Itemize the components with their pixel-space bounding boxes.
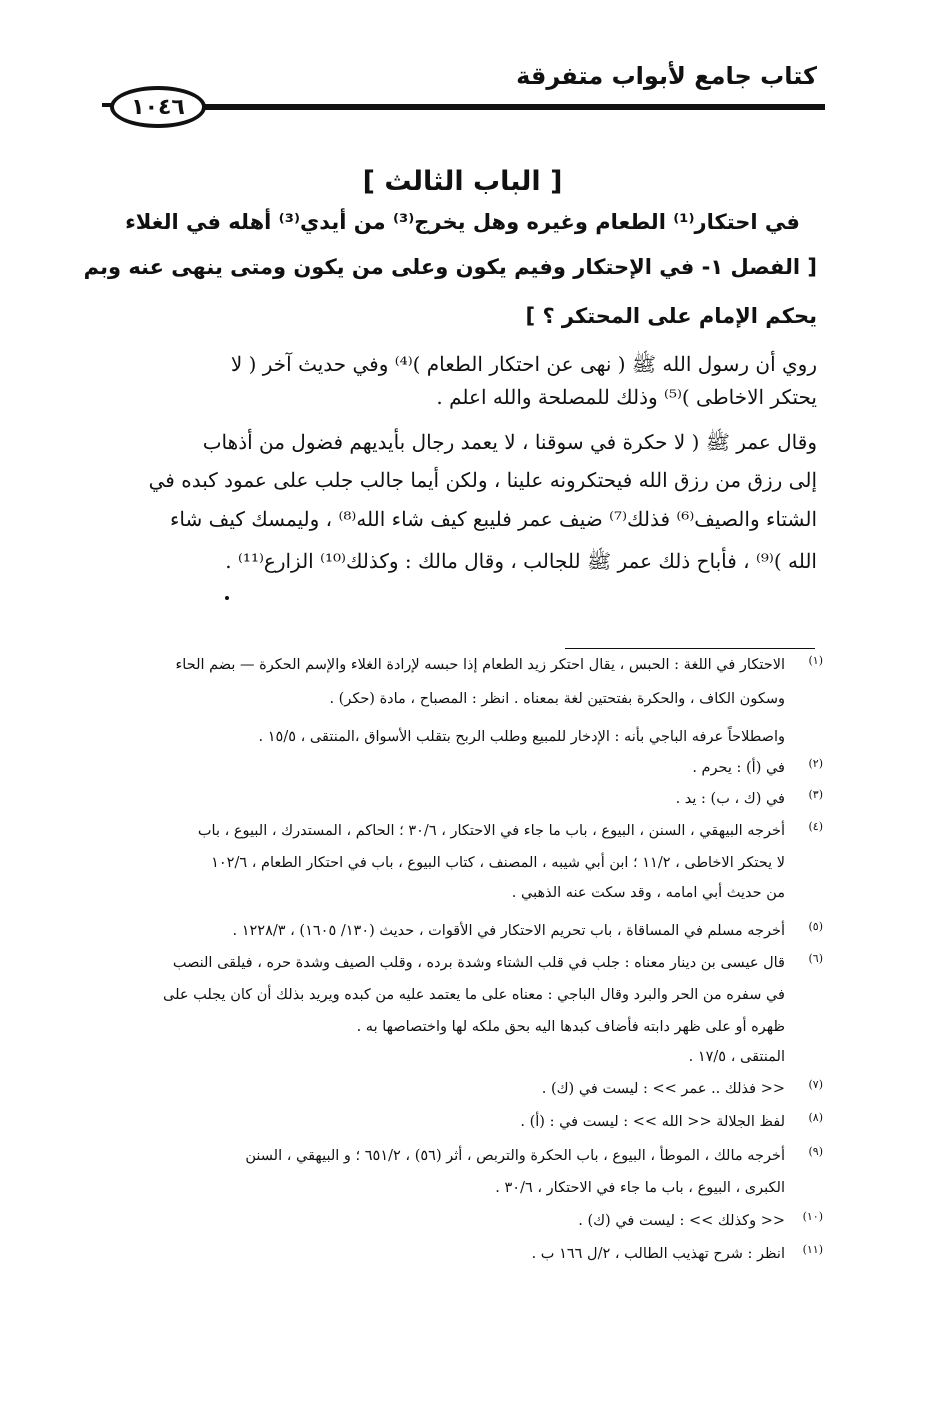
footnote	[107, 729, 817, 745]
footnote-number: (٤)	[808, 820, 823, 833]
stray-dot	[225, 596, 229, 600]
footnote-number: (١١)	[802, 1243, 823, 1256]
running-title: كتاب جامع لأبواب متفرقة	[516, 62, 817, 90]
page-number: ١٠٤٦	[110, 86, 206, 128]
body-line: وقال عمر ﷺ ( لا حكرة في سوقنا ، لا يعمد رجال بأيديهم فضول من أذهاب	[202, 430, 817, 454]
footnote	[107, 691, 817, 707]
footnote-line: أخرجه البيهقي ، السنن ، البيوع ، باب ما جاء في الاحتكار ، ٣٠/٦ ؛ الحاكم ، المستدرك ، البيوع ، باب	[197, 823, 785, 839]
body-line: الله )⁽⁹⁾ ، فأباح ذلك عمر ﷺ للجالب ، وقال مالك : وكذلك⁽¹⁰⁾ الزارع⁽¹¹⁾ .	[225, 549, 817, 573]
chapter-title: [ الباب الثالث ]	[362, 166, 563, 197]
section-heading-line1: [ الفصل ١- في الإحتكار وفيم يكون وعلى من يكون ومتى ينهى عنه وبم	[83, 255, 817, 279]
footnote-line: << فذلك .. عمر >> : ليست في (ك) .	[541, 1081, 785, 1097]
footnote-line: أخرجه مسلم في المساقاة ، باب تحريم الاحتكار في الأقوات ، حديث (١٣٠/ ١٦٠٥) ، ١٢٢٨/٣ .	[232, 923, 785, 939]
footnote	[107, 1145, 823, 1164]
footnote-line: في (ك ، ب) : يد .	[675, 791, 785, 807]
footnote-number: (٥)	[808, 920, 823, 933]
body-line: يحتكر الاخاطى )⁽⁵⁾ وذلك للمصلحة والله اعلم .	[436, 385, 817, 409]
footnote	[107, 855, 817, 871]
footnote	[107, 987, 817, 1003]
footnote-number: (٢)	[808, 757, 823, 770]
chapter-subtitle: في احتكار⁽¹⁾ الطعام وغيره وهل يخرج⁽³⁾ من أيدي⁽³⁾ أهله في الغلاء	[125, 210, 800, 234]
footnote-line: الاحتكار في اللغة : الحبس ، يقال احتكر زيد الطعام إذا حبسه لإرادة الغلاء والإسم الحكرة — بضم الحاء	[175, 657, 785, 673]
footnote-line: المنتقى ، ١٧/٥ .	[688, 1049, 785, 1065]
footnote-line: قال عيسى بن دينار معناه : جلب في قلب الشتاء وشدة برده ، وقلب الصيف وشدة حره ، فيلقى النصب	[172, 955, 785, 971]
footnote-line: أخرجه مالك ، الموطأ ، البيوع ، باب الحكرة والتربص ، أثر (٥٦) ، ٦٥١/٢ ؛ و البيهقي ، السنن	[245, 1148, 785, 1164]
footnote	[107, 1243, 823, 1262]
footnote	[107, 1180, 817, 1196]
footnote	[107, 757, 823, 776]
footnote-line: لا يحتكر الاخاطى ، ١١/٢ ؛ ابن أبي شيبه ، المصنف ، كتاب البيوع ، باب في احتكار الطعام ، ١٠٢/٦	[211, 855, 785, 871]
footnote-number: (١)	[808, 654, 823, 667]
footnote-number: (١٠)	[802, 1210, 823, 1223]
footnote	[107, 1210, 823, 1229]
footnote-line: لفظ الجلالة << الله >> : ليست في : (أ) .	[520, 1114, 785, 1130]
footnote-number: (٧)	[808, 1078, 823, 1091]
footnote	[107, 788, 823, 807]
footnote-line: من حديث أبي امامه ، وقد سكت عنه الذهبي .	[511, 885, 785, 901]
footnote-line: في (أ) : يحرم .	[692, 760, 785, 776]
footnote	[107, 654, 823, 673]
footnote-rule	[565, 648, 815, 649]
footnote-line: الكبرى ، البيوع ، باب ما جاء في الاحتكار ، ٣٠/٦ .	[495, 1180, 785, 1196]
footnote-number: (٨)	[808, 1111, 823, 1124]
footnote-line: في سفره من الحر والبرد وقال الباجي : معناه على ما يعتمد عليه من كبده ويريد بذلك أن كان يجلب على	[163, 987, 785, 1003]
footnote-line: واصطلاحاً عرفه الباجي بأنه : الإدخار للمبيع وطلب الربح بتقلب الأسواق ،المنتقى ، ١٥/٥ .	[258, 729, 785, 745]
body-line: إلى رزق من رزق الله فيحتكرونه علينا ، ولكن أيما جالب جلب على عمود كبده في	[148, 468, 817, 492]
footnote-line: ظهره أو على ظهر دابته فأضاف كبدها اليه بحق ملكه لها واختصاصها به .	[356, 1019, 785, 1035]
footnote	[107, 952, 823, 971]
header-rule	[205, 104, 825, 110]
footnote-line: انظر : شرح تهذيب الطالب ، ٢/ل ١٦٦ ب .	[531, 1246, 785, 1262]
footnote	[107, 920, 823, 939]
footnote	[107, 1111, 823, 1130]
body-line: روي أن رسول الله ﷺ ( نهى عن احتكار الطعام )⁽⁴⁾ وفي حديث آخر ( لا	[230, 352, 817, 376]
footnote-number: (٩)	[808, 1145, 823, 1158]
section-heading-line2: يحكم الإمام على المحتكر ؟ ]	[525, 304, 817, 328]
footnote	[107, 1078, 823, 1097]
body-line: الشتاء والصيف⁽⁶⁾ فذلك⁽⁷⁾ ضيف عمر فليبع كيف شاء الله⁽⁸⁾ ، وليمسك كيف شاء	[170, 507, 817, 531]
footnote-number: (٣)	[808, 788, 823, 801]
footnote-line: << وكذلك >> : ليست في (ك) .	[578, 1213, 785, 1229]
footnote	[107, 1049, 817, 1065]
footnote-line: وسكون الكاف ، والحكرة بفتحتين لغة بمعناه . انظر : المصباح ، مادة (حكر) .	[329, 691, 785, 707]
footnote	[107, 885, 817, 901]
footnote	[107, 1019, 817, 1035]
footnote-number: (٦)	[808, 952, 823, 965]
footnote	[107, 820, 823, 839]
